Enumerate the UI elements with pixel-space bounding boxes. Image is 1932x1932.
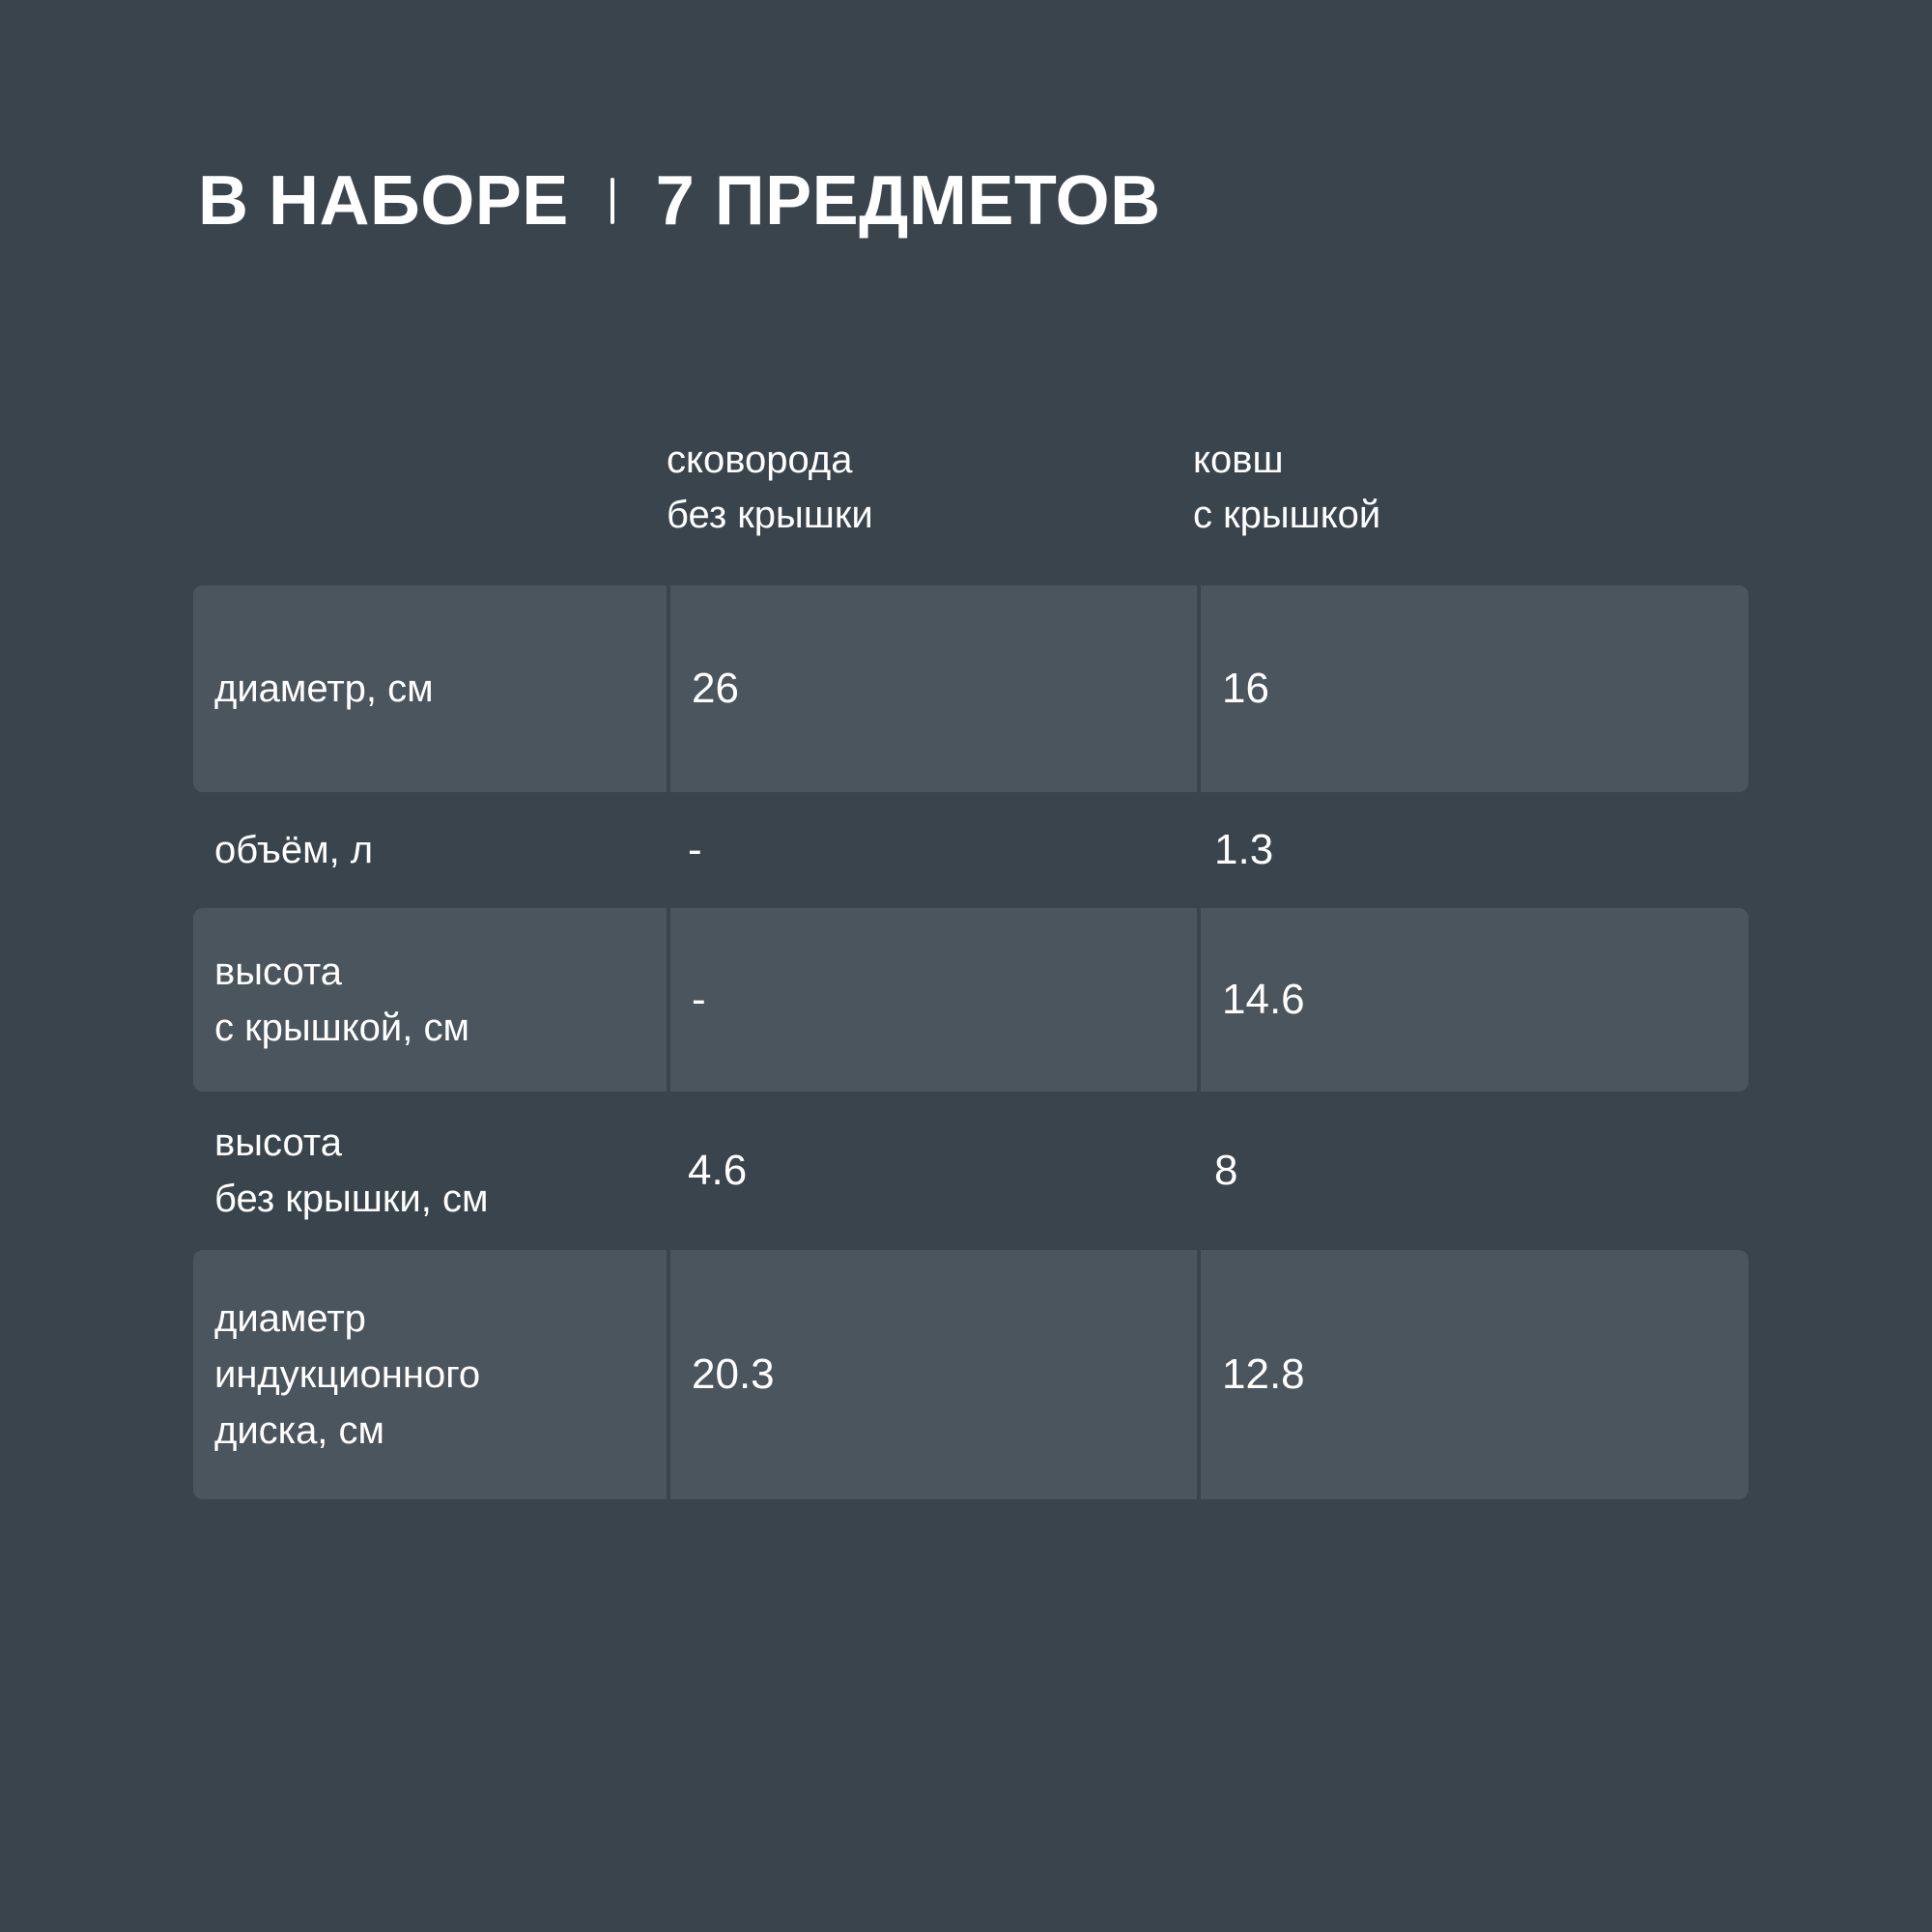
row-value-pan: -: [688, 825, 702, 873]
specifications-table: [193, 423, 1741, 1499]
column-header-pan-line2: без крышки: [667, 493, 873, 536]
column-header-pan: [667, 423, 1193, 543]
row-label-line2: с крышкой, см: [214, 1007, 469, 1049]
row-label-line3: диска, см: [214, 1409, 385, 1452]
table-row: [193, 908, 1741, 1092]
row-value-saucepan: 14.6: [1201, 908, 1748, 1092]
row-label-line1: диаметр, см: [214, 668, 434, 710]
row-label: [193, 1250, 667, 1499]
row-value-pan: 26: [670, 585, 1197, 792]
row-label-line1: высота: [214, 951, 342, 993]
column-header-saucepan-line1: ковш: [1193, 439, 1284, 481]
column-header-saucepan-line2: с крышкой: [1193, 493, 1381, 536]
table-row: [193, 792, 1741, 908]
title-divider: [611, 178, 614, 224]
table-row: [193, 1250, 1741, 1499]
table-row: [193, 585, 1741, 792]
row-value-pan: 4.6: [688, 1146, 748, 1194]
row-value-pan: -: [670, 908, 1197, 1092]
row-label-line2: индукционного: [214, 1353, 481, 1396]
table-header-row: [193, 423, 1741, 585]
row-label-line1: объём, л: [214, 829, 374, 871]
title-count-text: 7 ПРЕДМЕТОВ: [655, 162, 1161, 240]
row-value-saucepan: 8: [1214, 1146, 1238, 1194]
row-value-pan: 20.3: [670, 1250, 1197, 1499]
table-row: [193, 1092, 1741, 1250]
column-header-empty: [193, 423, 667, 433]
row-label: [193, 792, 667, 908]
column-header-saucepan: [1193, 423, 1741, 543]
row-label-line2: без крышки, см: [214, 1178, 489, 1220]
row-label: [193, 1092, 667, 1250]
row-label: [193, 908, 667, 1092]
row-value-saucepan: 1.3: [1214, 825, 1274, 873]
title-main-text: В НАБОРЕ: [198, 162, 569, 240]
row-label: [193, 585, 667, 792]
row-value-saucepan: 12.8: [1201, 1250, 1748, 1499]
column-header-pan-line1: сковорода: [667, 439, 853, 481]
page-title: [193, 0, 1739, 240]
row-label-line1: диаметр: [214, 1297, 366, 1340]
row-value-saucepan: 16: [1201, 585, 1748, 792]
row-label-line1: высота: [214, 1122, 342, 1164]
